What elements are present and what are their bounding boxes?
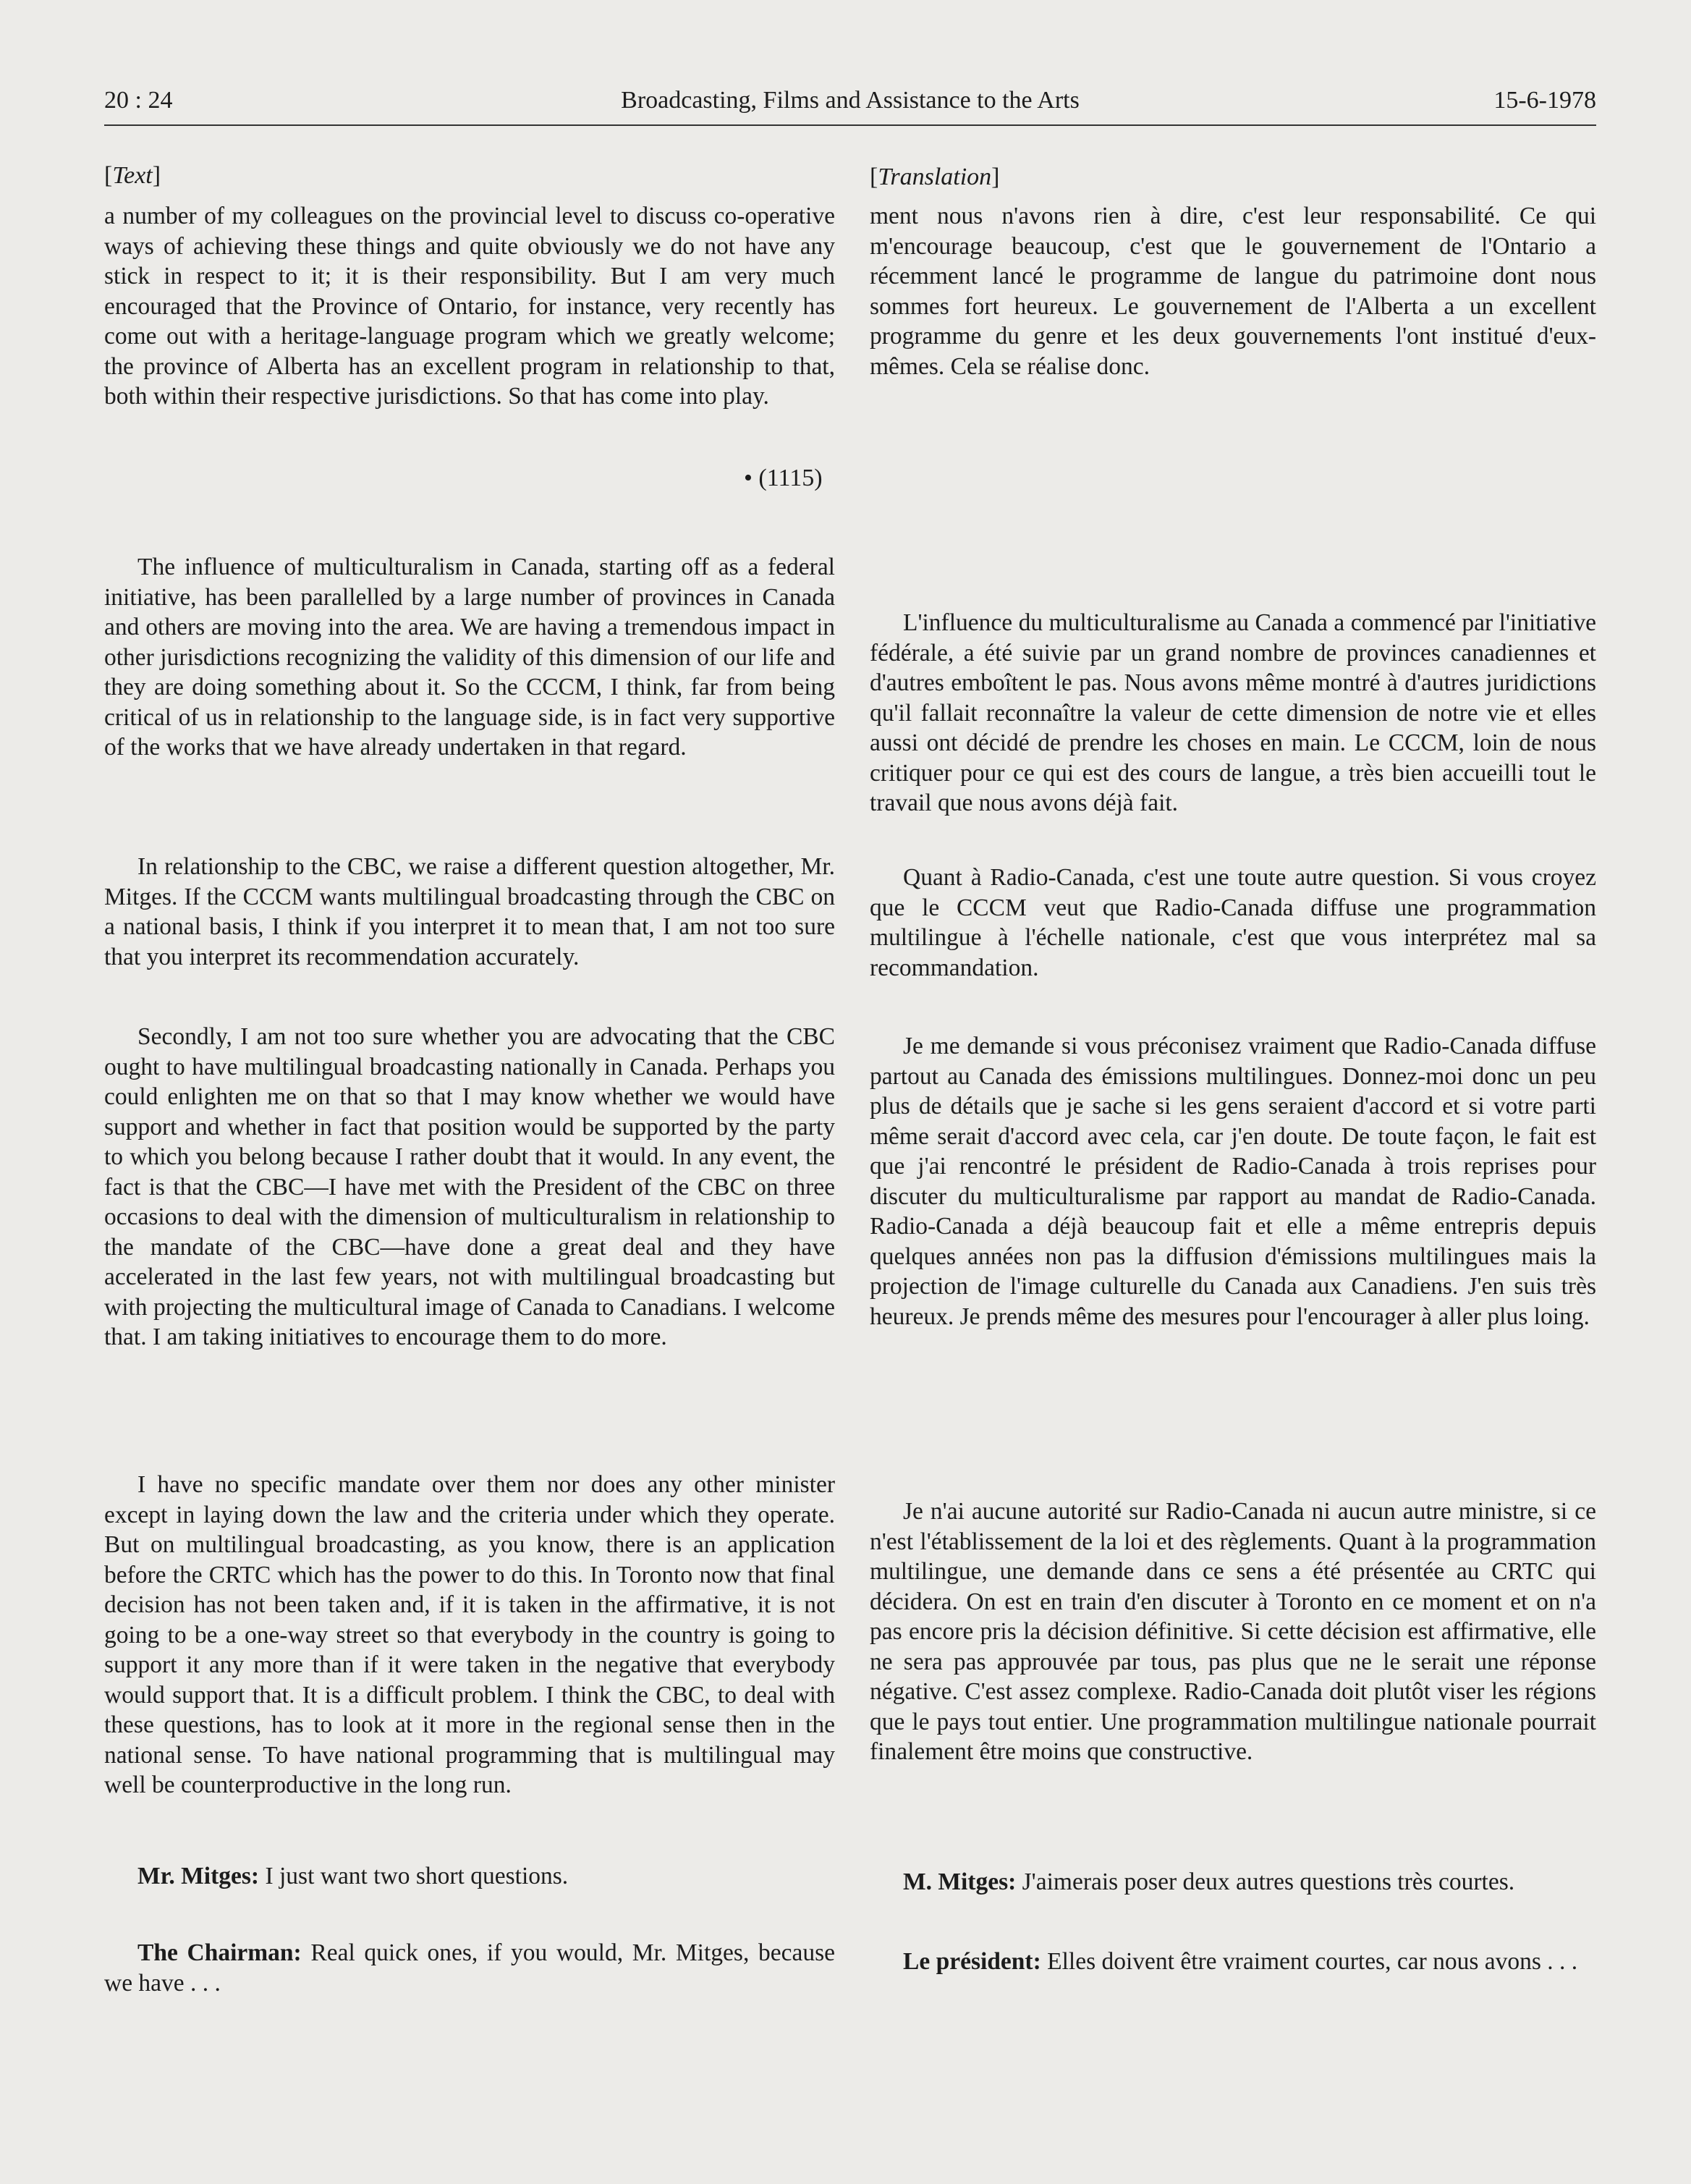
speaker-name: Le président: — [903, 1948, 1041, 1975]
speaker-line-mitges: Mr. Mitges: I just want two short questions. — [137, 1863, 569, 1889]
speaker-name: The Chairman: — [137, 1939, 302, 1966]
paragraph-5: I have no specific mandate over them nor does any other minister except in laying down the law and the criteria under which they operate. But on multilingual broadcasting, as you know, there is an application before the CRTC which has the power to do this. In Toronto now that final decision has not been taken and, if it is taken in the affirmative, it is not going to be a one-way street so that everybody in the country is going to support it any more than if it were taken in the negative that everybody would support that. It is a difficult problem. I think the CBC, to deal with these questions, has to look at it more in the regional sense then in the national sense. To have national programming that is multilingual may well be counterproductive in the long run. — [104, 1471, 835, 1798]
paragraph-4: Secondly, I am not too sure whether you are advocating that the CBC ought to have multilingual broadcasting nationally in Canada. Perhaps you could enlighten me on that so that I may know whether we would have support and whether in fact that position would be supported by the party to which you belong because I rather doubt that it would. In any event, the fact is that the CBC—I have met with the President of the CBC on three occasions to deal with the dimension of multiculturalism in relationship to the mandate of the CBC—have done a great deal and they have accelerated in the last few years, not with multilingual broadcasting but with projecting the multicultural image of Canada to Canadians. I welcome that. I am taking initiatives to encourage them to do more. — [104, 1023, 835, 1350]
translation-label: [Translation] — [870, 164, 1000, 190]
paragraph-4: Je me demande si vous préconisez vraiment que Radio-Canada diffuse partout au Canada des émissions multilingues. Donnez-moi donc un peu plus de détails que je sache si les gens seraient d'accord et si votre parti même serait d'accord avec cela, car j'en doute. De toute façon, le fait est que j'ai rencontré le président de Radio-Canada à trois reprises pour discuter du multiculturalisme par rapport au mandat de Radio-Canada. Radio-Canada a déjà beaucoup fait et elle a même entrepris depuis quelques années non pas la diffusion d'émissions multilingues mais la projection de l'image culturelle du Canada aux Canadiens. J'en suis très heureux. Je prends même des mesures pour l'encourager à aller plus loing. — [870, 1033, 1596, 1330]
speaker-name: M. Mitges: — [903, 1868, 1017, 1895]
speaker-line-chairman: The Chairman: Real quick ones, if you would, Mr. Mitges, because we have . . . — [104, 1939, 835, 1997]
paragraph-2: L'influence du multiculturalisme au Canada a commencé par l'initiative fédérale, a été suivie par un grand nombre de provinces canadiennes et d'autres emboîtent le pas. Nous avons même montré à d'autres juridictions qu'il fallait reconnaître la valeur de cette dimension de notre vie et elles aussi ont décidé de prendre les choses en main. Le CCCM, loin de nous critiquer pour ce qui est des cours de langue, a très bien accueilli tout le travail que nous avons déjà fait. — [870, 609, 1596, 816]
paragraph-1: ment nous n'avons rien à dire, c'est leur responsabilité. Ce qui m'encourage beaucoup, c'est que le gouvernement de l'Ontario a récemment lancé le programme de langue du patrimoine dont nous sommes fort heureux. Le gouvernement de l'Alberta a un excellent programme du genre et les deux gouvernements l'ont institué d'eux-mêmes. Cela se réalise donc. — [870, 203, 1596, 380]
text-label: [Text] — [104, 162, 161, 189]
page-date: 15-6-1978 — [1493, 87, 1596, 114]
page-number: 20 : 24 — [104, 87, 173, 114]
paragraph-5: Je n'ai aucune autorité sur Radio-Canada ni aucun autre ministre, si ce n'est l'établissement de la loi et des règlements. Quant à la programmation multilingue, une demande dans ce sens a été présentée au CRTC qui décidera. On est en train d'en discuter à Toronto en ce moment et on n'a pas encore pris la décision définitive. Si cette décision est affirmative, elle ne sera pas approuvée par tous, pas plus que ne le serait une réponse négative. C'est assez complexe. Radio-Canada doit plutôt viser les régions que le pays tout entier. Une programmation multilingue nationale pourrait finalement être moins que constructive. — [870, 1498, 1596, 1765]
paragraph-1: a number of my colleagues on the provincial level to discuss co-operative ways of achieving these things and quite obviously we do not have any stick in respect to it; it is their responsibility. But I am very much encouraged that the Province of Ontario, for instance, very recently has come out with a heritage-language program which we greatly welcome; the province of Alberta has an excellent program in relationship to that, both within their respective jurisdictions. So that has come into play. — [104, 203, 835, 410]
page-header — [104, 84, 1596, 126]
time-marker: • (1115) — [744, 465, 823, 491]
speaker-name: Mr. Mitges: — [137, 1863, 260, 1889]
speaker-line-chairman: Le président: Elles doivent être vraiment courtes, car nous avons . . . — [903, 1948, 1578, 1975]
paragraph-2: The influence of multiculturalism in Canada, starting off as a federal initiative, has been parallelled by a large number of provinces in Canada and others are moving into the area. We are having a tremendous impact in other jurisdictions recognizing the validity of this dimension of our life and they are doing something about it. So the CCCM, I think, far from being critical of us in relationship to the language side, is in fact very supportive of the works that we have already undertaken in that regard. — [104, 554, 835, 761]
paragraph-3: In relationship to the CBC, we raise a different question altogether, Mr. Mitges. If the CCCM wants multilingual broadcasting through the CBC on a national basis, I think if you interpret it to mean that, I am not too sure that you interpret its recommendation accurately. — [104, 853, 835, 970]
running-title: Broadcasting, Films and Assistance to the Arts — [621, 87, 1080, 114]
speaker-line-mitges: M. Mitges: J'aimerais poser deux autres questions très courtes. — [903, 1868, 1515, 1895]
paragraph-3: Quant à Radio-Canada, c'est une toute autre question. Si vous croyez que le CCCM veut que Radio-Canada diffuse une programmation multilingue à l'échelle nationale, c'est que vous interprétez mal sa recommandation. — [870, 864, 1596, 981]
